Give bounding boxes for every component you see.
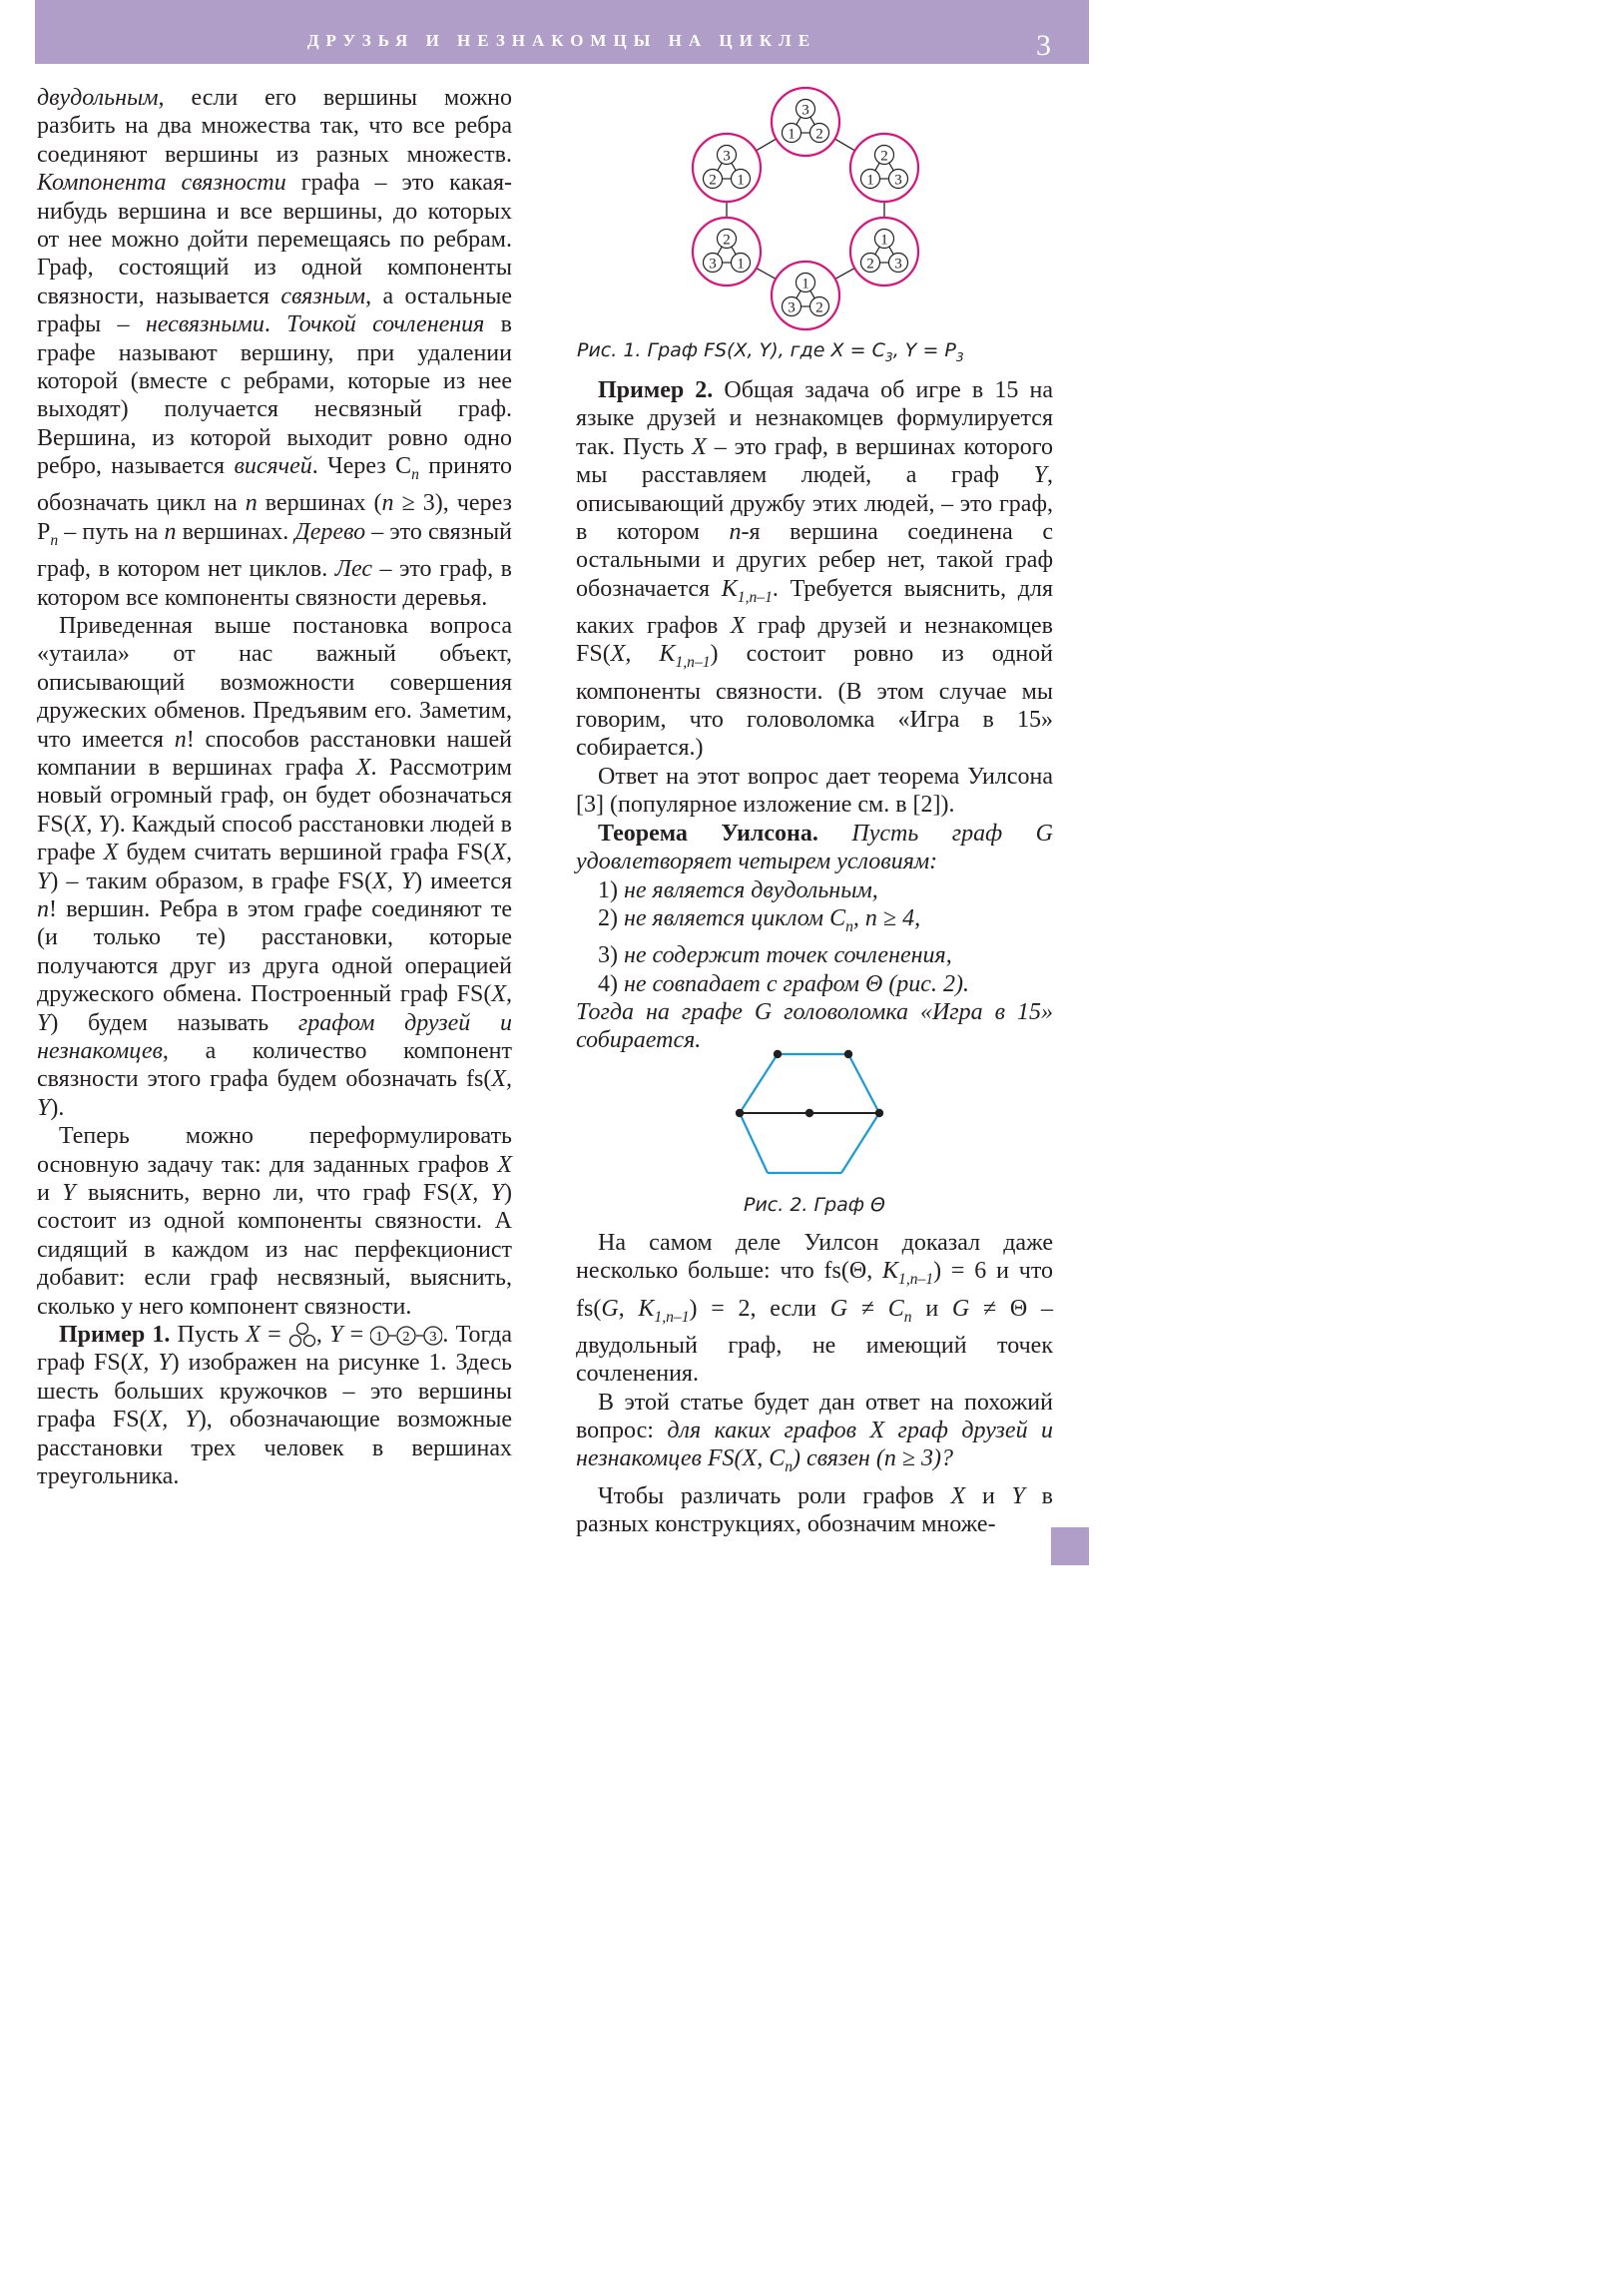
right-column-top	[576, 376, 1053, 1055]
triangle-edge	[875, 163, 879, 171]
path-label-2: 2	[402, 1330, 410, 1346]
triangle-edge	[718, 247, 722, 255]
page-number: 3	[1036, 29, 1051, 62]
paragraph-wilson-stronger: На самом деле Уилсон доказал даже несколько больше: что fs(Θ, $K_{1,n-1}) = 6$ и что fs(G, $K_{1,n-1}) = 2$, если $G \ne C_n$ и G ≠ Θ – двудольный граф, не имеющий точек сочленения.	[576, 1230, 1054, 1388]
fs-vertex-ring	[850, 134, 918, 202]
person-label: 3	[709, 256, 717, 273]
theta-vertex	[774, 1050, 782, 1058]
person-label: 1	[737, 256, 745, 273]
theta-vertex	[736, 1109, 744, 1117]
triangle-edge	[875, 247, 879, 255]
paragraph-example-1	[37, 1321, 512, 1490]
triangle-edge	[810, 117, 814, 125]
person-label: 1	[788, 126, 796, 143]
theta-vertex	[844, 1050, 852, 1058]
theta-edge-bottom-right	[841, 1113, 879, 1173]
fs-vertex	[850, 218, 918, 286]
paragraph-example-2: Пример 2. Общая задача об игре в 15 на языке друзей и незнакомцев формулируется так. Пусть X – это граф, в вершинах которого мы расставляем людей, а граф Y, описывающий дружбу этих людей, – это граф, в котором n-я вершина соединена с остальными и других ребер нет, такой граф обозначается $K_{1,n-1}$. Требуется выяснить, для каких графов X граф друзей и незнакомцев FS(X, $K_{1,n-1}$) состоит ровно из одной компоненты связности. (В этом случае мы говорим, что головоломка «Игра в 15» собирается.)	[576, 377, 1054, 762]
triangle-graph-icon	[288, 1322, 316, 1348]
fs-vertex-ring	[850, 218, 918, 286]
theta-vertex	[805, 1109, 813, 1117]
fs-vertex-ring	[693, 134, 761, 202]
person-label: 2	[866, 256, 874, 273]
person-label: 2	[880, 148, 888, 165]
person-label: 1	[880, 232, 888, 249]
condition-3: 3) не содержит точек сочленения,	[598, 942, 952, 969]
triangle-edge	[718, 163, 722, 171]
paragraph-wilson-answer: Ответ на этот вопрос дает теорема Уилсона [3] (популярное изложение см. в [2]).	[576, 763, 1053, 819]
figure-2-caption: Рис. 2. Граф Θ	[743, 1194, 886, 1216]
path-graph-icon	[370, 1324, 442, 1348]
condition-1: 1) не является двудольным,	[598, 876, 878, 903]
triangle-edge	[797, 117, 800, 125]
triangle-edge	[732, 163, 736, 171]
fs-vertex-ring	[772, 262, 839, 329]
person-label: 1	[801, 276, 809, 292]
triangle-edge	[797, 290, 800, 298]
fs-vertex	[693, 218, 761, 286]
example1-intro: Пример 1. Пусть X =	[59, 1322, 288, 1349]
triangle-edge	[889, 247, 893, 255]
fs-vertex	[772, 262, 839, 329]
example1-body: . Тогда граф FS(X, Y) изображен на рисунке 1. Здесь шесть больших кружочков – это вершины графа FS(X, Y), обозначающие возможные расстановки трех человек в вершинах треугольника.	[37, 1322, 512, 1490]
figure-2-theta-graph	[729, 1043, 888, 1185]
person-label: 3	[894, 256, 902, 273]
paragraph-wilson-theorem: Теорема Уилсона. Пусть граф G удовлетворяет четырем условиям:	[576, 820, 1053, 875]
person-label: 3	[723, 148, 731, 165]
figure-1-caption: Рис. 1. Граф FS(X, Y), где $X = C_3$, $Y = P_3$	[577, 339, 964, 364]
fs-edge	[757, 269, 777, 280]
triangle-edge	[732, 247, 736, 255]
paragraph-article-question: В этой статье будет дан ответ на похожий вопрос: для каких графов X граф друзей и незнакомцев FS(X, $C_n$) связен (n ≥ 3)?	[576, 1389, 1053, 1476]
fs-vertex-ring	[772, 88, 839, 156]
condition-2: 2) не является циклом $C_n$, n ≥ 4,	[598, 904, 921, 935]
theta-edge-bottom-left	[740, 1113, 768, 1173]
running-title: ДРУЗЬЯ И НЕЗНАКОМЦЫ НА ЦИКЛЕ	[306, 31, 817, 50]
theta-vertex	[875, 1109, 883, 1117]
paragraph-notation: Чтобы различать роли графов X и Y в разных конструкциях, обозначим множе-	[576, 1482, 1053, 1538]
theorem-conclusion: Тогда на графе G головоломка «Игра в 15» собирается.	[576, 998, 1053, 1054]
paragraph-definitions: двудольным, если его вершины можно разбить на два множества так, что все ребра соединяют вершины из разных множеств. Компонента связности графа – это какая-нибудь вершина и все вершины, до которых от нее можно дойти перемещаясь по ребрам. Граф, состоящий из одной компоненты связности, называется связным, а остальные графы – несвязными. Точкой сочленения в графе называют вершину, при удалении которой (вместе с ребрами, которые из нее выходят) получается несвязный граф. Вершина, из которой выходит ровно одно ребро, называется висячей. Через $C_n$ принято обозначать цикл на n вершинах (n ≥ 3), через $P_n$ – путь на n вершинах. Дерево – это связный граф, в котором нет циклов. Лес – это граф, в котором все компоненты связности деревья.	[37, 85, 513, 611]
person-label: 3	[788, 299, 796, 316]
path-label-3: 3	[429, 1330, 437, 1346]
theta-edge-top-left	[740, 1054, 778, 1113]
paragraph-fs-graph: Приведенная выше постановка вопроса «утаила» от нас важный объект, описывающий возможности совершения дружеских обменов. Предъявим его. Заметим, что имеется n! способов расстановки нашей компании в вершинах графа X. Рассмотрим новый огромный граф, он будет обозначаться FS(X, Y). Каждый способ расстановки людей в графе X будем считать вершиной графа FS(X, Y) – таким образом, в графе FS(X, Y) имеется n! вершин. Ребра в этом графе соединяют те (и только те) расстановки, которые получаются друг из друга одной операцией дружеского обмена. Построенный граф FS(X, Y) будем называть графом друзей и незнакомцев, а количество компонент связности этого графа будем обозначать fs(X, Y).	[37, 612, 512, 1121]
example1-y-eq: , Y =	[315, 1322, 371, 1349]
person-label: 2	[709, 172, 717, 189]
condition-4: 4) не совпадает с графом Θ (рис. 2).	[598, 970, 969, 997]
triangle-edge	[810, 290, 814, 298]
left-column	[37, 84, 512, 1491]
person-label: 3	[894, 172, 902, 189]
path-label-1: 1	[375, 1330, 383, 1346]
person-label: 1	[737, 172, 745, 189]
right-column-bottom	[576, 1229, 1053, 1538]
triangle-edge	[889, 163, 893, 171]
figure-1-fs-graph	[679, 84, 932, 331]
theta-edge-top-right	[848, 1054, 879, 1113]
fs-edge	[756, 139, 776, 151]
fs-vertex	[693, 134, 761, 202]
person-label: 2	[723, 232, 731, 249]
person-label: 2	[815, 126, 823, 143]
person-label: 1	[866, 172, 874, 189]
running-header	[35, 0, 1089, 64]
fs-edge	[835, 269, 855, 280]
person-label: 2	[815, 299, 823, 316]
fs-vertex	[772, 88, 839, 156]
paragraph-reformulation: Теперь можно переформулировать основную задачу так: для заданных графов X и Y выяснить, верно ли, что граф FS(X, Y) состоит из одной компоненты связности. А сидящий в каждом из нас перфекционист добавит: если граф несвязный, выяснить, сколько у него компонент связности.	[37, 1123, 512, 1320]
fs-edge	[834, 139, 854, 151]
corner-decoration	[1051, 1527, 1089, 1565]
fs-vertex-ring	[693, 218, 761, 286]
person-label: 3	[801, 102, 809, 119]
fs-vertex	[850, 134, 918, 202]
